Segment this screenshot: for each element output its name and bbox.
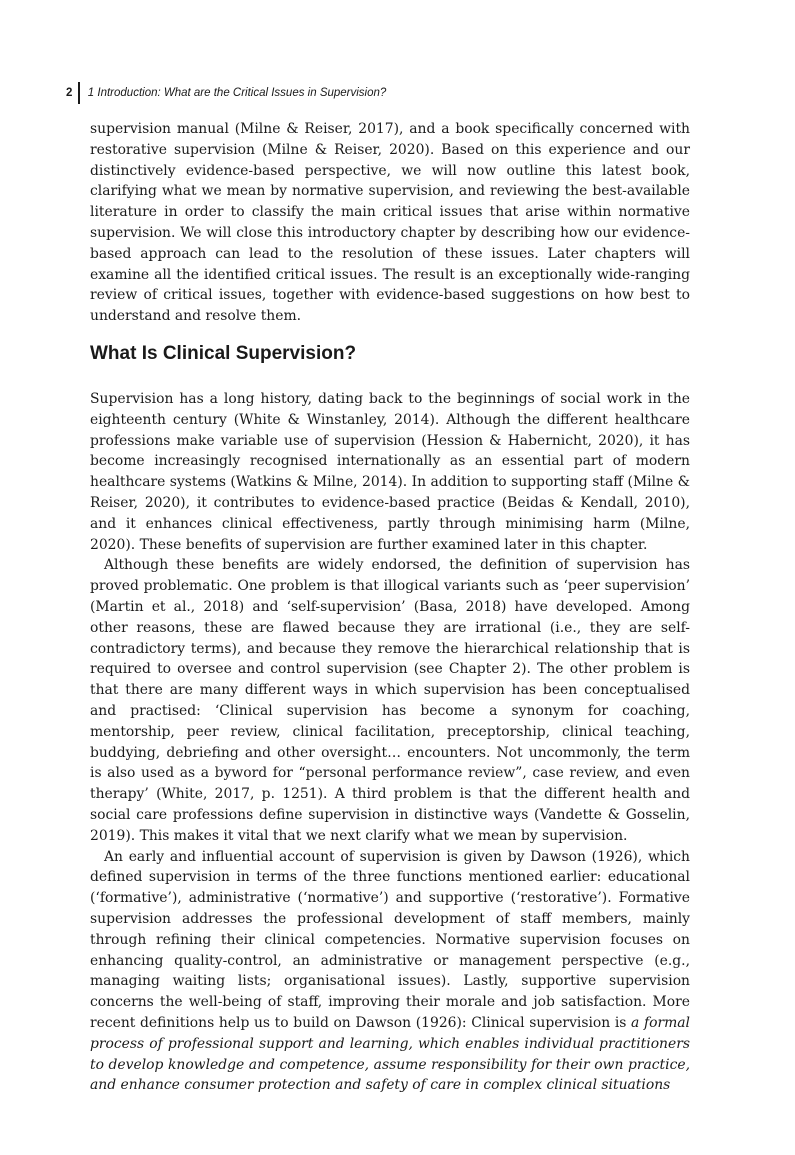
section-paragraph-3-text: An early and influential account of supervision is given by Dawson (1926), which defined supervision in terms of the three functions mentioned earlier: educational (‘formative’), administrative (‘normative’) and supportive (‘restorative’). Formative supervision addresses the professional development of staff members, mainly through refining their clinical competencies. Normative supervision focuses on enhancing quality-control, an administrative or management perspective (e.g., managing waiting lists; organisational issues). Lastly, supportive supervision concerns the well-being of staff, improving their morale and job satisfaction. More recent definitions help us to build on Dawson (1926): Clinical supervision is — [90, 848, 690, 1031]
intro-text-block — [90, 119, 690, 327]
section-paragraph-3 — [90, 847, 690, 1097]
page-number: 2 — [66, 87, 73, 99]
section-paragraph-2: Although these benefits are widely endorsed, the definition of supervision has proved problematic. One problem is that illogical variants such as ‘peer supervision’ (Martin et al., 2018) and ‘self-supervision’ (Basa, 2018) have developed. Among other reasons, these are flawed because they are irrational (i.e., they are self-contradictory terms), and because they remove the hierarchical relationship that is required to oversee and control supervision (see Chapter 2). The other problem is that there are many different ways in which supervision has been conceptualised and practised: ‘Clinical supervision has become a synonym for coaching, mentorship, peer review, clinical facilitation, preceptorship, clinical teaching, buddying, debriefing and other oversight… encounters. Not uncommonly, the term is also used as a byword for “personal performance review”, case review, and even therapy’ (White, 2017, p. 1251). A third problem is that the different health and social care professions define supervision in distinctive ways (Vandette & Gosselin, 2019). This makes it vital that we next clarify what we mean by supervision. — [90, 557, 690, 844]
running-head-title: 1 Introduction: What are the Critical Issues in Supervision? — [87, 87, 387, 99]
section-text-block — [90, 389, 690, 1096]
definition-quote: a formal process of professional support and learning, which enables individual practitioners to develop knowledge and competence, assume responsibility for their own practice, and enhance consumer protection and safety of care in complex clinical situations — [90, 1014, 690, 1094]
section-paragraph-1: Supervision has a long history, dating back to the beginnings of social work in the eighteenth century (White & Winstanley, 2014). Although the different healthcare professions make variable use of supervision (Hession & Habernicht, 2020), it has become increasingly recognised internationally as an essential part of modern healthcare systems (Watkins & Milne, 2014). In addition to supporting staff (Milne & Reiser, 2020), it contributes to evidence-based practice (Beidas & Kendall, 2010), and it enhances clinical effectiveness, partly through minimising harm (Milne, 2020). These benefits of supervision are further examined later in this chapter. — [90, 391, 690, 553]
section-heading: What Is Clinical Supervision? — [90, 343, 357, 364]
running-head-divider — [78, 82, 79, 104]
intro-paragraph: supervision manual (Milne & Reiser, 2017), and a book specifically concerned with restorative supervision (Milne & Reiser, 2020). Based on this experience and our distinctively evidence-based perspective, we will now outline this latest book, clarifying what we mean by normative supervision, and reviewing the best-available literature in order to classify the main critical issues that arise within normative supervision. We will close this introductory chapter by describing how our evidence-based approach can lead to the resolution of these issues. Later chapters will examine all the identified critical issues. The result is an exceptionally wide-ranging review of critical issues, together with evidence-based suggestions on how best to understand and resolve them. — [90, 121, 690, 325]
running-head — [66, 82, 386, 104]
